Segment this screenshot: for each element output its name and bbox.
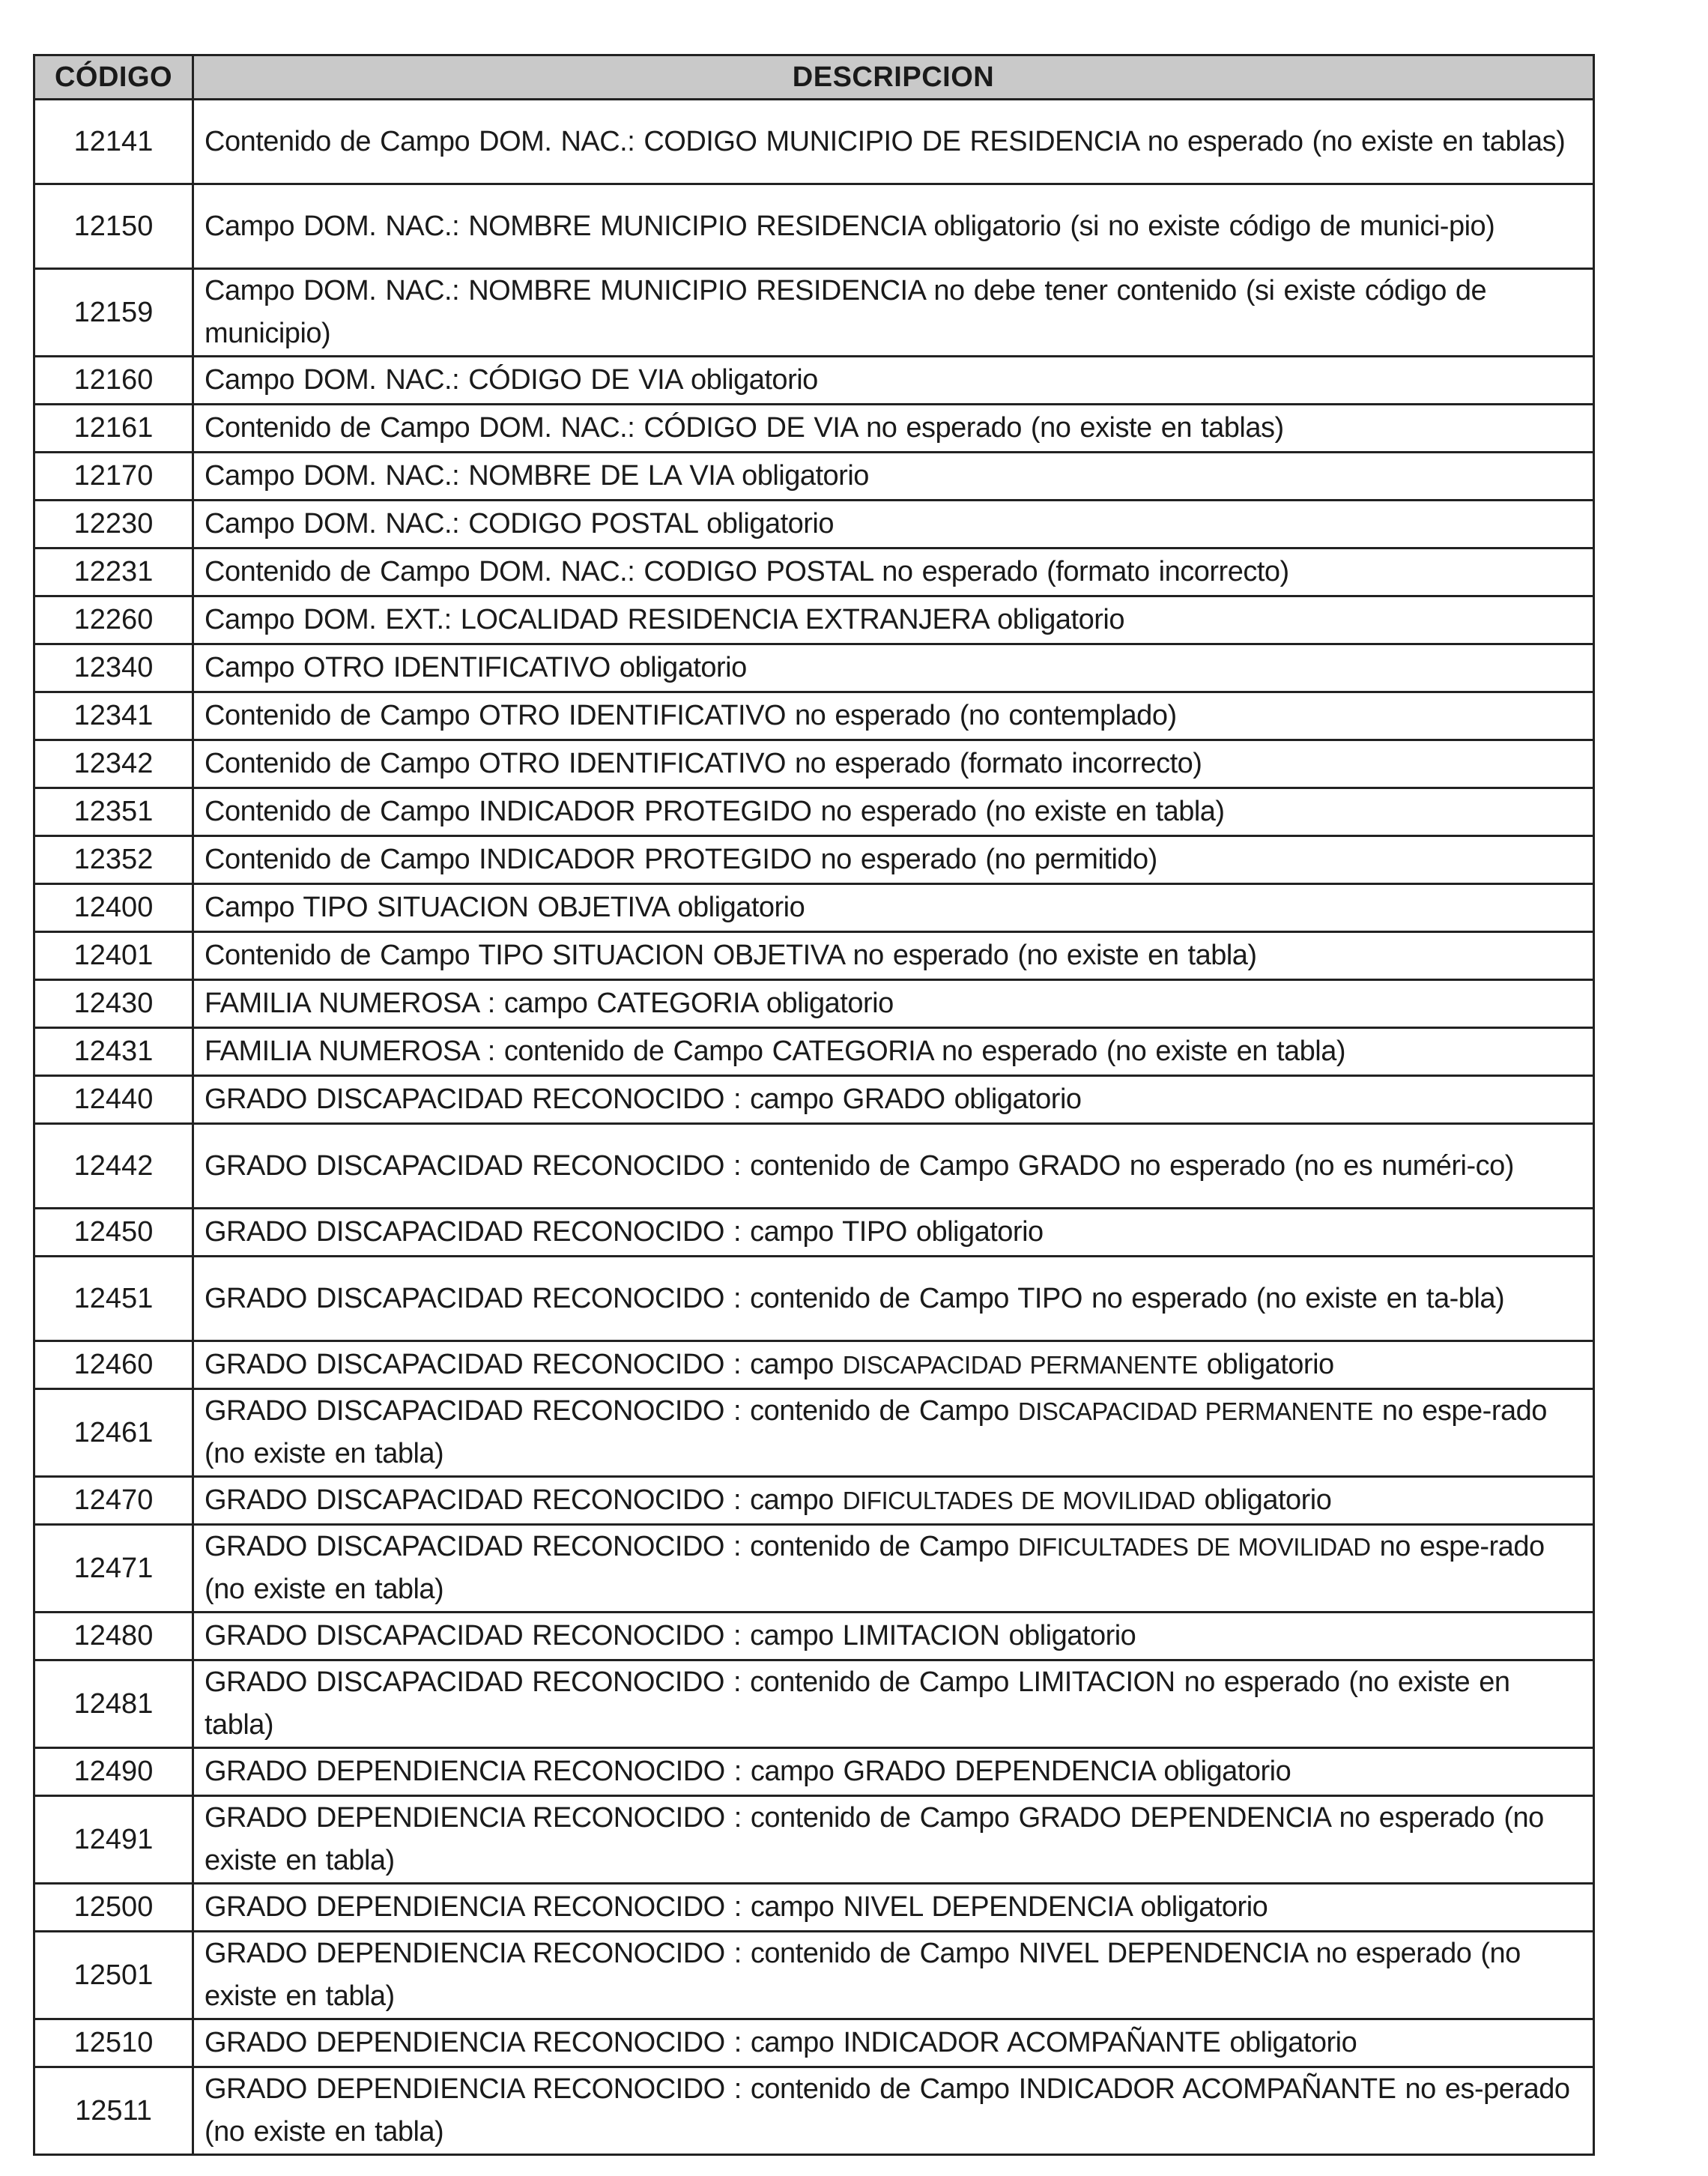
row-description — [193, 1389, 1594, 1477]
row-code: 12451 — [34, 1257, 193, 1341]
row-description — [193, 980, 1594, 1028]
row-description — [193, 501, 1594, 548]
description-text: GRADO DISCAPACIDAD RECONOCIDO : contenido de Campo TIPO no esperado (no existe en ta-bla) — [205, 1282, 1505, 1314]
table-row — [34, 1748, 1594, 1796]
row-code: 12351 — [34, 788, 193, 836]
row-code: 12460 — [34, 1341, 193, 1389]
description-text: Contenido de Campo DOM. NAC.: CÓDIGO DE VIA no esperado (no existe en tablas) — [205, 412, 1284, 444]
description-text: GRADO DEPENDIENCIA RECONOCIDO : contenido de Campo GRADO DEPENDENCIA no esperado (no existe en tabla) — [205, 1802, 1544, 1876]
table-row — [34, 1028, 1594, 1076]
row-description — [193, 1613, 1594, 1660]
row-code: 12150 — [34, 184, 193, 269]
table-row — [34, 269, 1594, 357]
row-code: 12231 — [34, 548, 193, 596]
table-row — [34, 1124, 1594, 1209]
row-description — [193, 2019, 1594, 2067]
row-description — [193, 1932, 1594, 2019]
description-text: obligatorio — [1197, 1349, 1334, 1380]
row-code: 12340 — [34, 644, 193, 692]
row-description — [193, 453, 1594, 501]
field-name-small: DIFICULTADES DE MOVILIDAD — [1017, 1533, 1371, 1561]
row-code: 12442 — [34, 1124, 193, 1209]
description-text: Contenido de Campo INDICADOR PROTEGIDO no esperado (no permitido) — [205, 844, 1157, 875]
row-description — [193, 1796, 1594, 1884]
row-code: 12480 — [34, 1613, 193, 1660]
row-description — [193, 692, 1594, 740]
row-description — [193, 740, 1594, 788]
row-description — [193, 1660, 1594, 1748]
row-code: 12161 — [34, 405, 193, 453]
row-code: 12461 — [34, 1389, 193, 1477]
row-description — [193, 1209, 1594, 1257]
row-code: 12260 — [34, 596, 193, 644]
row-code: 12160 — [34, 357, 193, 405]
description-text: GRADO DISCAPACIDAD RECONOCIDO : contenido de Campo — [205, 1531, 1018, 1562]
table-row — [34, 980, 1594, 1028]
table-row — [34, 1209, 1594, 1257]
row-description — [193, 788, 1594, 836]
description-text: GRADO DISCAPACIDAD RECONOCIDO : contenido de Campo LIMITACION no esperado (no existe en tabla) — [205, 1666, 1510, 1741]
row-code: 12470 — [34, 1477, 193, 1525]
row-description — [193, 357, 1594, 405]
table-row — [34, 501, 1594, 548]
description-text: GRADO DISCAPACIDAD RECONOCIDO : campo — [205, 1349, 843, 1380]
row-description — [193, 1124, 1594, 1209]
row-code: 12431 — [34, 1028, 193, 1076]
field-name-small: DISCAPACIDAD PERMANENTE — [842, 1351, 1198, 1379]
row-description — [193, 1028, 1594, 1076]
description-text: GRADO DISCAPACIDAD RECONOCIDO : campo GRADO obligatorio — [205, 1084, 1082, 1115]
table-row — [34, 548, 1594, 596]
field-name-small: DISCAPACIDAD PERMANENTE — [1017, 1397, 1373, 1425]
row-description — [193, 1477, 1594, 1525]
field-name-small: DIFICULTADES DE MOVILIDAD — [842, 1487, 1196, 1514]
description-text: Contenido de Campo TIPO SITUACION OBJETIVA no esperado (no existe en tabla) — [205, 940, 1257, 971]
table-row — [34, 1613, 1594, 1660]
row-code: 12400 — [34, 884, 193, 932]
row-code: 12490 — [34, 1748, 193, 1796]
description-text: GRADO DISCAPACIDAD RECONOCIDO : campo — [205, 1484, 843, 1516]
row-code: 12511 — [34, 2067, 193, 2155]
table-row — [34, 357, 1594, 405]
row-code: 12501 — [34, 1932, 193, 2019]
row-code: 12352 — [34, 836, 193, 884]
description-text: GRADO DISCAPACIDAD RECONOCIDO : contenido de Campo — [205, 1395, 1018, 1427]
row-description — [193, 596, 1594, 644]
table-row — [34, 1076, 1594, 1124]
table-row — [34, 836, 1594, 884]
description-text: Campo DOM. NAC.: NOMBRE DE LA VIA obligatorio — [205, 460, 869, 492]
table-row — [34, 644, 1594, 692]
row-code: 12401 — [34, 932, 193, 980]
table-row — [34, 884, 1594, 932]
table-row — [34, 405, 1594, 453]
row-code: 12440 — [34, 1076, 193, 1124]
table-row — [34, 100, 1594, 184]
row-code: 12500 — [34, 1884, 193, 1932]
table-row — [34, 2067, 1594, 2155]
table-row — [34, 184, 1594, 269]
row-description — [193, 548, 1594, 596]
table-row — [34, 932, 1594, 980]
row-description — [193, 1748, 1594, 1796]
description-text: GRADO DISCAPACIDAD RECONOCIDO : campo TIPO obligatorio — [205, 1216, 1044, 1248]
description-text: Campo DOM. NAC.: CÓDIGO DE VIA obligatorio — [205, 364, 818, 396]
row-description — [193, 1525, 1594, 1613]
row-code: 12141 — [34, 100, 193, 184]
description-text: obligatorio — [1195, 1484, 1332, 1516]
table-row — [34, 1884, 1594, 1932]
description-text: GRADO DEPENDIENCIA RECONOCIDO : contenido de Campo NIVEL DEPENDENCIA no esperado (no existe en tabla) — [205, 1938, 1521, 2012]
row-code: 12159 — [34, 269, 193, 357]
table-header-row — [34, 55, 1594, 100]
description-text: GRADO DISCAPACIDAD RECONOCIDO : campo LIMITACION obligatorio — [205, 1620, 1136, 1651]
table-row — [34, 1660, 1594, 1748]
row-description — [193, 1884, 1594, 1932]
row-description — [193, 1076, 1594, 1124]
description-text: Contenido de Campo OTRO IDENTIFICATIVO no esperado (no contemplado) — [205, 700, 1177, 731]
description-text: GRADO DEPENDIENCIA RECONOCIDO : campo INDICADOR ACOMPAÑANTE obligatorio — [205, 2027, 1357, 2058]
table-row — [34, 1477, 1594, 1525]
description-text: Contenido de Campo DOM. NAC.: CODIGO MUNICIPIO DE RESIDENCIA no esperado (no existe en tablas) — [205, 125, 1566, 157]
row-code: 12342 — [34, 740, 193, 788]
description-text: GRADO DEPENDIENCIA RECONOCIDO : campo NIVEL DEPENDENCIA obligatorio — [205, 1891, 1268, 1923]
description-text: Campo DOM. NAC.: NOMBRE MUNICIPIO RESIDENCIA no debe tener contenido (si existe código de municipio) — [205, 275, 1487, 349]
row-description — [193, 100, 1594, 184]
row-code: 12481 — [34, 1660, 193, 1748]
description-text: Contenido de Campo OTRO IDENTIFICATIVO no esperado (formato incorrecto) — [205, 748, 1202, 779]
description-text: Campo DOM. EXT.: LOCALIDAD RESIDENCIA EXTRANJERA obligatorio — [205, 604, 1124, 635]
table-row — [34, 740, 1594, 788]
table-row — [34, 2019, 1594, 2067]
table-row — [34, 1796, 1594, 1884]
header-code: CÓDIGO — [34, 55, 193, 100]
row-code: 12341 — [34, 692, 193, 740]
description-text: Campo OTRO IDENTIFICATIVO obligatorio — [205, 652, 747, 683]
table-body — [34, 100, 1594, 2155]
table-row — [34, 1932, 1594, 2019]
row-code: 12450 — [34, 1209, 193, 1257]
description-text: Campo DOM. NAC.: CODIGO POSTAL obligatorio — [205, 508, 835, 540]
description-text: no espe-rado (no existe en tabla) — [205, 1395, 1547, 1469]
table-row — [34, 453, 1594, 501]
row-description — [193, 2067, 1594, 2155]
table-row — [34, 788, 1594, 836]
description-text: FAMILIA NUMEROSA : contenido de Campo CATEGORIA no esperado (no existe en tabla) — [205, 1036, 1346, 1067]
row-description — [193, 836, 1594, 884]
description-text: Contenido de Campo DOM. NAC.: CODIGO POSTAL no esperado (formato incorrecto) — [205, 556, 1289, 587]
row-code: 12170 — [34, 453, 193, 501]
description-text: Campo DOM. NAC.: NOMBRE MUNICIPIO RESIDENCIA obligatorio (si no existe código de munici-pio) — [205, 210, 1495, 242]
row-description — [193, 644, 1594, 692]
table-row — [34, 692, 1594, 740]
row-description — [193, 932, 1594, 980]
table-row — [34, 1257, 1594, 1341]
row-code: 12491 — [34, 1796, 193, 1884]
row-description — [193, 269, 1594, 357]
row-description — [193, 1341, 1594, 1389]
description-text: Contenido de Campo INDICADOR PROTEGIDO no esperado (no existe en tabla) — [205, 796, 1225, 827]
description-text: GRADO DEPENDIENCIA RECONOCIDO : contenido de Campo INDICADOR ACOMPAÑANTE no es-perado (no existe en tabla) — [205, 2073, 1570, 2148]
description-text: GRADO DISCAPACIDAD RECONOCIDO : contenido de Campo GRADO no esperado (no es numéri-co) — [205, 1149, 1514, 1182]
error-codes-table — [33, 54, 1595, 2156]
description-text: GRADO DEPENDIENCIA RECONOCIDO : campo GRADO DEPENDENCIA obligatorio — [205, 1756, 1291, 1787]
table-row — [34, 1341, 1594, 1389]
description-text: Campo TIPO SITUACION OBJETIVA obligatorio — [205, 892, 805, 923]
table-row — [34, 596, 1594, 644]
header-description: DESCRIPCION — [193, 55, 1594, 100]
row-description — [193, 1257, 1594, 1341]
row-code: 12230 — [34, 501, 193, 548]
row-code: 12510 — [34, 2019, 193, 2067]
row-description — [193, 884, 1594, 932]
row-description — [193, 405, 1594, 453]
description-text: no espe-rado (no existe en tabla) — [205, 1531, 1545, 1605]
row-code: 12471 — [34, 1525, 193, 1613]
description-text: FAMILIA NUMEROSA : campo CATEGORIA obligatorio — [205, 988, 894, 1019]
row-code: 12430 — [34, 980, 193, 1028]
table-row — [34, 1525, 1594, 1613]
row-description — [193, 184, 1594, 269]
table-row — [34, 1389, 1594, 1477]
